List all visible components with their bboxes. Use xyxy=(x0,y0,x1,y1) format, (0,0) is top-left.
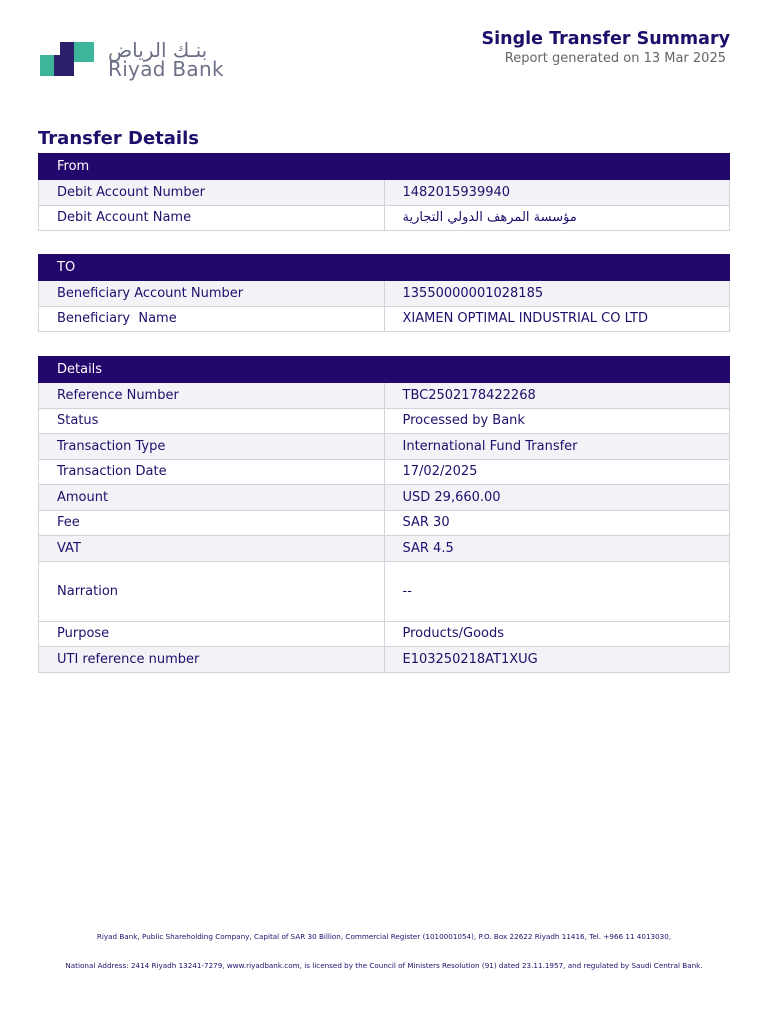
row-label: Transaction Type xyxy=(39,434,385,460)
row-label: Purpose xyxy=(39,621,385,647)
details-table-heading: Details xyxy=(39,357,730,383)
riyad-bank-logo xyxy=(40,40,260,80)
table-row xyxy=(39,647,730,673)
row-label: Narration xyxy=(39,561,385,621)
table-row xyxy=(39,205,730,231)
row-label: Debit Account Number xyxy=(39,180,385,206)
table-row xyxy=(39,459,730,485)
table-row xyxy=(39,485,730,511)
row-label: Reference Number xyxy=(39,383,385,409)
details-table xyxy=(38,356,730,673)
row-label: Status xyxy=(39,408,385,434)
table-row xyxy=(39,621,730,647)
table-row xyxy=(39,536,730,562)
footer-line-2: National Address: 2414 Riyadh 13241-7279, www.riyadbank.com, is licensed by the Council of Ministers Resolution (91) dated 23.11.1957, and regulated by Saudi Central Bank. xyxy=(65,961,703,970)
row-label: Debit Account Name xyxy=(39,205,385,231)
row-value: E103250218AT1XUG xyxy=(384,647,730,673)
to-table-heading: TO xyxy=(39,255,730,281)
footer-line-1: Riyad Bank, Public Shareholding Company, Capital of SAR 30 Billion, Commercial Register (1010001054), P.O. Box 22622 Riyadh 11416, Tel. +966 11 4013030, xyxy=(96,932,672,941)
row-value: 13550000001028185 xyxy=(384,281,730,307)
table-row xyxy=(39,281,730,307)
row-value: مؤسسة المرهف الدولي التجارية xyxy=(384,205,730,231)
row-value: Processed by Bank xyxy=(384,408,730,434)
report-header xyxy=(482,28,730,66)
from-table xyxy=(38,153,730,231)
row-value: TBC2502178422268 xyxy=(384,383,730,409)
table-row xyxy=(39,383,730,409)
row-value: 17/02/2025 xyxy=(384,459,730,485)
row-label: Beneficiary Account Number xyxy=(39,281,385,307)
row-label: Fee xyxy=(39,510,385,536)
row-label: Transaction Date xyxy=(39,459,385,485)
section-title: Transfer Details xyxy=(38,128,199,149)
table-row xyxy=(39,180,730,206)
table-row xyxy=(39,306,730,332)
table-row xyxy=(39,561,730,621)
logo-english-name: Riyad Bank xyxy=(108,57,224,81)
report-title: Single Transfer Summary xyxy=(481,29,730,49)
row-label: Beneficiary Name xyxy=(39,306,385,332)
to-table xyxy=(38,254,730,332)
row-value: SAR 4.5 xyxy=(384,536,730,562)
table-row xyxy=(39,434,730,460)
row-value: International Fund Transfer xyxy=(384,434,730,460)
row-value: USD 29,660.00 xyxy=(384,485,730,511)
row-label: UTI reference number xyxy=(39,647,385,673)
riyad-bank-logo-mark-icon xyxy=(40,42,94,76)
row-value: SAR 30 xyxy=(384,510,730,536)
from-table-heading: From xyxy=(39,154,730,180)
row-label: VAT xyxy=(39,536,385,562)
table-row xyxy=(39,510,730,536)
row-label: Amount xyxy=(39,485,385,511)
row-value: 1482015939940 xyxy=(384,180,730,206)
row-value: Products/Goods xyxy=(384,621,730,647)
table-row xyxy=(39,408,730,434)
row-value: -- xyxy=(384,561,730,621)
report-generated-date: Report generated on 13 Mar 2025 xyxy=(504,51,726,66)
row-value: XIAMEN OPTIMAL INDUSTRIAL CO LTD xyxy=(384,306,730,332)
logo-arabic-name: بنـك الرياض xyxy=(108,38,208,62)
